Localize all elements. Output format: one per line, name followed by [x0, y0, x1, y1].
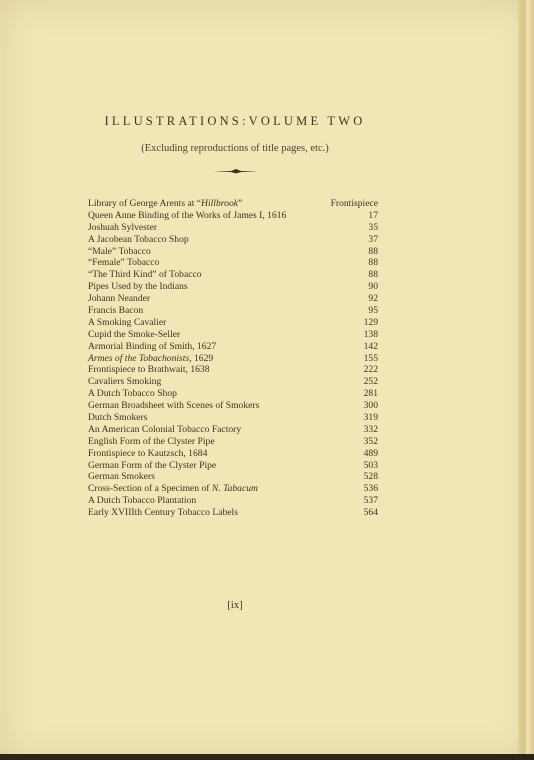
list-item	[88, 376, 378, 388]
entry-title: Joshuah Sylvester	[88, 221, 158, 233]
page-subheading: (Excluding reproductions of title pages, etc.)	[141, 143, 329, 154]
entry-page: 142	[363, 340, 378, 352]
list-item	[88, 353, 378, 365]
list-item	[88, 269, 378, 281]
entry-page: 564	[363, 507, 378, 519]
entry-title: Frontispiece to Kautzsch, 1684	[88, 447, 208, 459]
entry-page: 88	[368, 269, 378, 281]
list-item	[88, 281, 378, 293]
entry-page: 155	[363, 352, 378, 364]
entry-page: 138	[363, 328, 378, 340]
entry-page: 129	[363, 316, 378, 328]
entry-page: 88	[368, 245, 378, 257]
entry-page: 536	[363, 483, 378, 495]
list-item	[88, 305, 378, 317]
entry-title: “Male” Tobacco	[88, 245, 151, 257]
entry-page: 319	[363, 412, 378, 424]
entry-title: German Form of the Clyster Pipe	[88, 459, 217, 471]
illustration-list	[88, 198, 378, 519]
list-item	[88, 293, 378, 305]
entry-title: Cross-Section of a Specimen of N. Tabacum	[88, 483, 258, 495]
entry-title: “The Third Kind” of Tobacco	[88, 269, 202, 281]
entry-page: 252	[363, 376, 378, 388]
page-edge	[518, 0, 534, 760]
entry-page: 95	[368, 305, 378, 317]
list-item	[88, 222, 378, 234]
list-item	[88, 210, 378, 222]
page-number: [ix]	[227, 600, 243, 611]
entry-page: 281	[363, 388, 378, 400]
list-item	[88, 412, 378, 424]
entry-title: German Smokers	[88, 471, 155, 483]
entry-page: 88	[368, 257, 378, 269]
list-item	[88, 448, 378, 460]
list-item	[88, 317, 378, 329]
list-item	[88, 234, 378, 246]
list-item	[88, 257, 378, 269]
entry-page: 90	[368, 281, 378, 293]
entry-title: Pipes Used by the Indians	[88, 281, 188, 293]
list-item	[88, 246, 378, 258]
entry-page: 222	[363, 364, 378, 376]
entry-title: Johann Neander	[88, 293, 151, 305]
scan-border	[0, 754, 534, 760]
page-heading: ILLUSTRATIONS:VOLUME TWO	[104, 114, 366, 128]
list-item	[88, 329, 378, 341]
entry-title: Library of George Arents at “Hillbrook”	[88, 198, 243, 209]
entry-title: A Smoking Cavalier	[88, 316, 167, 328]
entry-page: 92	[368, 293, 378, 305]
entry-title: Dutch Smokers	[88, 412, 148, 424]
entry-page: 332	[363, 423, 378, 435]
entry-page: 35	[368, 221, 378, 233]
entry-title: “Female” Tobacco	[88, 257, 160, 269]
list-item	[88, 341, 378, 353]
list-item	[88, 471, 378, 483]
list-item	[88, 388, 378, 400]
entry-title: A Dutch Tobacco Shop	[88, 388, 177, 400]
list-item	[88, 495, 378, 507]
entry-title: Queen Anne Binding of the Works of James I, 1616	[88, 209, 287, 221]
entry-title: Armorial Binding of Smith, 1627	[88, 340, 217, 352]
list-item	[88, 460, 378, 472]
entry-title: An American Colonial Tobacco Factory	[88, 423, 242, 435]
list-item	[88, 364, 378, 376]
entry-title: Frontispiece to Brathwait, 1638	[88, 364, 210, 376]
entry-title: Francis Bacon	[88, 305, 144, 317]
entry-title: English Form of the Clyster Pipe	[88, 435, 215, 447]
entry-page: 352	[363, 435, 378, 447]
list-item	[88, 436, 378, 448]
list-item	[88, 507, 378, 519]
list-item	[88, 424, 378, 436]
entry-title: German Broadsheet with Scenes of Smokers	[88, 400, 260, 412]
entry-page: 489	[363, 447, 378, 459]
list-item	[88, 483, 378, 495]
entry-page: 528	[363, 471, 378, 483]
entry-page: 300	[363, 400, 378, 412]
entry-title: Armes of the Tobachonists, 1629	[88, 352, 214, 364]
entry-title: Cavaliers Smoking	[88, 376, 162, 388]
entry-title: A Jacobean Tobacco Shop	[88, 233, 189, 245]
entry-title: A Dutch Tobacco Plantation	[88, 495, 197, 507]
entry-page: 503	[363, 459, 378, 471]
list-item	[88, 400, 378, 412]
entry-title: Early XVIIIth Century Tobacco Labels	[88, 507, 238, 519]
entry-page: 537	[363, 495, 378, 507]
list-item	[88, 198, 378, 210]
ornament-rule-icon	[213, 168, 259, 174]
entry-title: Cupid the Smoke-Seller	[88, 328, 181, 340]
entry-page: 17	[368, 209, 378, 221]
entry-page: 37	[368, 233, 378, 245]
entry-page: Frontispiece	[330, 198, 378, 209]
